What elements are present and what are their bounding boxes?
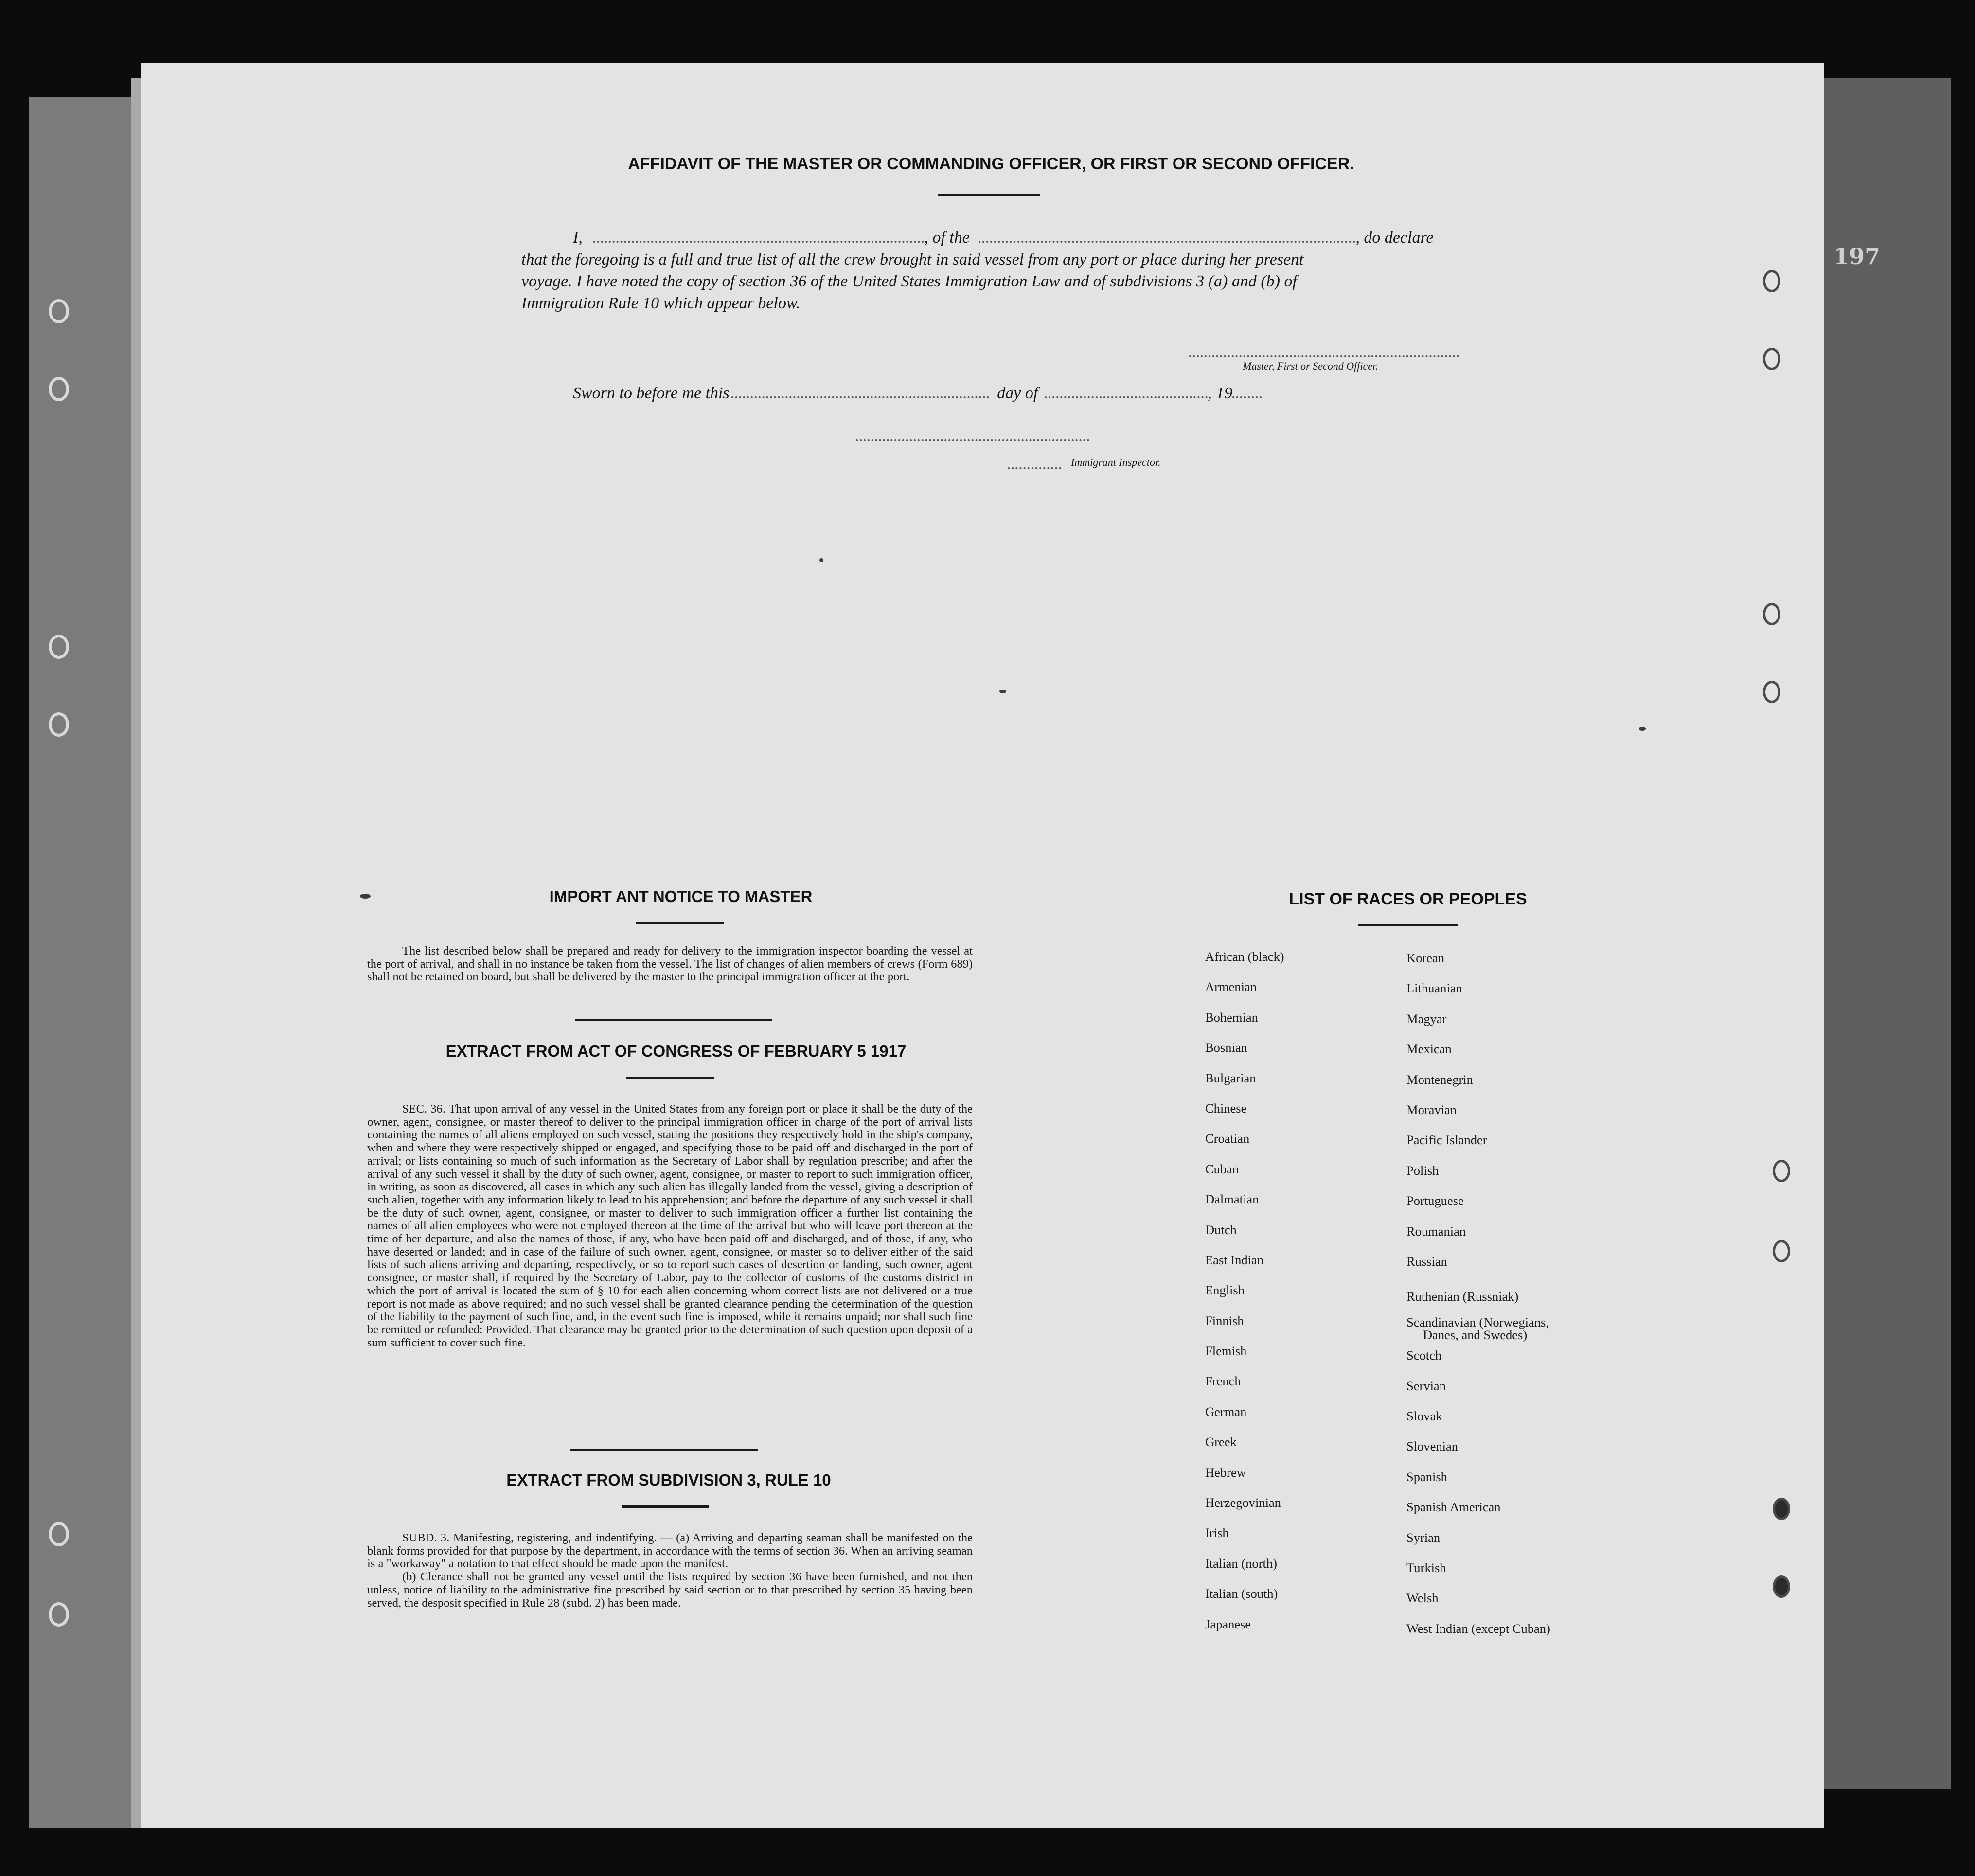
race-item: Flemish	[1205, 1344, 1247, 1359]
sworn-prefix: Sworn to before me this	[573, 384, 730, 402]
race-item: Slovenian	[1406, 1439, 1458, 1454]
race-item: Syrian	[1406, 1530, 1441, 1545]
binder-hole-icon	[1763, 681, 1780, 703]
race-item: Dalmatian	[1205, 1192, 1259, 1207]
affidavit-title-rule	[938, 194, 1040, 196]
race-item: Turkish	[1406, 1560, 1446, 1575]
race-item: Pacific Islander	[1406, 1133, 1487, 1148]
binder-hole-icon	[1773, 1160, 1790, 1182]
race-item: Japanese	[1205, 1616, 1251, 1631]
sworn-month-field[interactable]	[1045, 396, 1208, 398]
race-item: African (black)	[1205, 949, 1284, 964]
race-item: Roumanian	[1406, 1223, 1466, 1239]
sworn-line	[573, 384, 1262, 403]
race-item: East Indian	[1205, 1252, 1263, 1267]
ink-speck	[360, 894, 371, 899]
race-item: Portuguese	[1406, 1193, 1464, 1208]
rule-extract-title: EXTRACT FROM SUBDIVISION 3, RULE 10	[506, 1471, 831, 1489]
races-title-rule	[1358, 924, 1458, 926]
race-item: Croatian	[1205, 1131, 1250, 1146]
underlying-sheet-right	[1824, 78, 1951, 1789]
notice-title: IMPORT ANT NOTICE TO MASTER	[549, 887, 813, 905]
race-item-label: Scandinavian (Norwegians,	[1406, 1315, 1549, 1330]
act-extract-title-rule	[626, 1077, 714, 1079]
race-item: French	[1205, 1374, 1241, 1389]
sworn-year-field[interactable]	[1232, 396, 1262, 398]
vessel-field[interactable]	[979, 240, 1355, 243]
binder-hole-icon	[49, 712, 69, 737]
race-item: Ruthenian (Russniak)	[1406, 1289, 1519, 1304]
subd-3b-paragraph: (b) Clerance shall not be granted any vessel until the lists required by section 36 have been furnished, and not then unless, notice of liability to the administrative fine prescribed by said section or to that prescribed by section 35 having been served, the desposit specified in Rule 28 (subd. 2) has been made.	[367, 1570, 973, 1610]
subd-3-text	[367, 1532, 973, 1610]
race-item: Lithuanian	[1406, 981, 1462, 996]
binder-hole-icon	[1773, 1498, 1790, 1520]
race-item: Hebrew	[1205, 1465, 1246, 1480]
page-number: 197	[1833, 243, 1881, 269]
act-divider-rule	[570, 1449, 758, 1451]
binder-hole-icon	[49, 377, 69, 401]
race-item: Herzegovinian	[1205, 1495, 1281, 1510]
affidavit-line-4: Immigration Rule 10 which appear below.	[521, 294, 801, 312]
race-item: Cuban	[1205, 1161, 1239, 1176]
sworn-day-field[interactable]	[731, 396, 989, 398]
race-item: Italian (south)	[1205, 1586, 1278, 1601]
race-item: Finnish	[1205, 1313, 1244, 1328]
binder-hole-icon	[49, 299, 69, 323]
race-item: Italian (north)	[1205, 1556, 1277, 1571]
race-item: English	[1205, 1283, 1245, 1298]
notice-title-rule	[636, 922, 724, 924]
rule-extract-title-rule	[622, 1505, 709, 1508]
races-title: LIST OF RACES OR PEOPLES	[1289, 890, 1527, 908]
race-item: Moravian	[1406, 1102, 1457, 1117]
race-item-continuation: Danes, and Swedes)	[1423, 1327, 1528, 1343]
race-item: Irish	[1205, 1525, 1229, 1540]
subd-3a-paragraph: SUBD. 3. Manifesting, registering, and indentifying. — (a) Arriving and departing seaman shall be manifested on the blank forms provided for that purpose by the department, in accordance with the terms of section 36. When an arriving seaman is a "workaway" a notation to that effect should be made upon the manifest.	[367, 1531, 973, 1571]
act-extract-title: EXTRACT FROM ACT OF CONGRESS OF FEBRUARY 5 1917	[445, 1042, 907, 1060]
binder-hole-icon	[49, 635, 69, 659]
binder-hole-icon	[1763, 603, 1780, 625]
notice-divider-rule	[575, 1019, 772, 1021]
inspector-caption: Immigrant Inspector.	[1071, 456, 1161, 468]
race-item: Spanish American	[1406, 1500, 1501, 1515]
race-item: Dutch	[1205, 1222, 1237, 1237]
race-item: Polish	[1406, 1163, 1439, 1178]
race-item-scandinavian	[1406, 1316, 1550, 1348]
affidavit-of-the: , of the	[924, 229, 970, 247]
race-item: Greek	[1205, 1434, 1237, 1450]
race-item: Slovak	[1406, 1409, 1442, 1424]
affidavit-line-1	[573, 229, 1459, 247]
race-item: Welsh	[1406, 1591, 1439, 1606]
race-item: Chinese	[1205, 1100, 1247, 1115]
race-item: Mexican	[1406, 1042, 1452, 1057]
name-field[interactable]	[593, 240, 924, 243]
race-item: Armenian	[1205, 979, 1257, 994]
race-item: Scotch	[1406, 1348, 1442, 1363]
sworn-day-of: day of	[997, 384, 1038, 402]
inspector-caption-leader	[1008, 467, 1061, 469]
race-item: Bosnian	[1205, 1040, 1247, 1055]
affidavit-i: I,	[573, 229, 583, 247]
officer-signature-caption: Master, First or Second Officer.	[1243, 360, 1378, 372]
binder-hole-icon	[1763, 270, 1780, 292]
race-item: Russian	[1406, 1254, 1447, 1269]
race-item: Magyar	[1406, 1011, 1447, 1026]
ink-speck	[819, 558, 823, 562]
sworn-year: , 19	[1208, 384, 1233, 402]
race-item: West Indian (except Cuban)	[1406, 1621, 1550, 1636]
affidavit-line-3: voyage. I have noted the copy of section 36 of the United States Immigration Law and of subdivisions 3 (a) and (b) of	[521, 272, 1297, 290]
binder-hole-icon	[1773, 1240, 1790, 1262]
notice-text	[367, 945, 973, 984]
affidavit-declare: , do declare	[1355, 229, 1434, 247]
ink-speck	[999, 690, 1006, 693]
sec-36-paragraph: SEC. 36. That upon arrival of any vessel in the United States from any foreign port or place it shall be the duty of the owner, agent, consignee, or master thereof to deliver to the principal immigration officer in charge of the port of arrival lists containing the names of all aliens employed on such vessel, stating the positions they respectively hold in the ship's company, when and where they were respectively shipped or engaged, and specifying those to be paid off and discharged in the port of arrival; or lists containing so much of such information as the Secretary of Labor shall by regulation prescribe; and after the arrival of any such vessel it shall by the duty of such owner, agent, consignee, or master to report to such immigration officer, in writing, as soon as discovered, all cases in which any such alien has illegally landed from the vessel, giving a description of such alien, together with any information likely to lead to his apprehension; and before the departure of any such vessel it shall be the duty of such owner, agent, consignee, or master to deliver to such immigration officer a further list containing the names of all alien employees who were not employed thereon at the time of the arrival but who will leave port thereon at the time of her departure, and also the names of those, if any, who have been paid off and discharged, and of those, if any, who have deserted or landed; and in case of the failure of such owner, agent, consignee, or master so to deliver either of the said lists of such aliens arriving and departing, respectively, or so to report such cases of desertion or landing, such owner, agent consignee, or master shall, if required by the Secretary of Labor, pay to the collector of customs of the customs district in which the port of arrival is located the sum of § 10 for each alien concerning whom correct lists are not delivered or a true report is not made as above required; and no such vessel shall be granted clearance pending the determination of the question of the liability to the payment of such fine, and, in the event such fine is imposed, while it remains unpaid; nor shall such fine be remitted or refunded: Provided. That clearance may be granted prior to the determination of such question upon deposit of a sum sufficient to cover such fine.	[367, 1102, 973, 1349]
binder-hole-icon	[1763, 348, 1780, 370]
binder-hole-icon	[49, 1522, 69, 1546]
races-right-column	[1406, 951, 1550, 1651]
race-item: Bulgarian	[1205, 1070, 1256, 1085]
affidavit-line-2: that the foregoing is a full and true list of all the crew brought in said vessel from any port or place during her present	[521, 250, 1304, 268]
race-item: German	[1205, 1404, 1247, 1419]
notice-paragraph: The list described below shall be prepared and ready for delivery to the immigration inspector boarding the vessel at the port of arrival, and shall in no instance be taken from the vessel. The list of changes of alien members of crews (Form 689) shall not be retained on board, but shall be delivered by the master to the principal immigration officer at the port.	[367, 944, 973, 984]
affidavit-title: AFFIDAVIT OF THE MASTER OR COMMANDING OFFICER, OR FIRST OR SECOND OFFICER.	[628, 155, 1354, 173]
ink-speck	[1639, 727, 1646, 731]
race-item: Bohemian	[1205, 1009, 1258, 1025]
race-item: Servian	[1406, 1378, 1446, 1393]
race-item: Spanish	[1406, 1469, 1447, 1484]
officer-signature-line[interactable]	[1189, 355, 1459, 357]
binder-hole-icon	[1773, 1575, 1790, 1598]
race-item: Korean	[1406, 951, 1444, 965]
binder-hole-icon	[49, 1602, 69, 1627]
inspector-signature-line[interactable]	[856, 439, 1089, 441]
race-item: Montenegrin	[1406, 1072, 1473, 1087]
races-left-column	[1205, 949, 1284, 1647]
sec-36-text	[367, 1103, 973, 1349]
